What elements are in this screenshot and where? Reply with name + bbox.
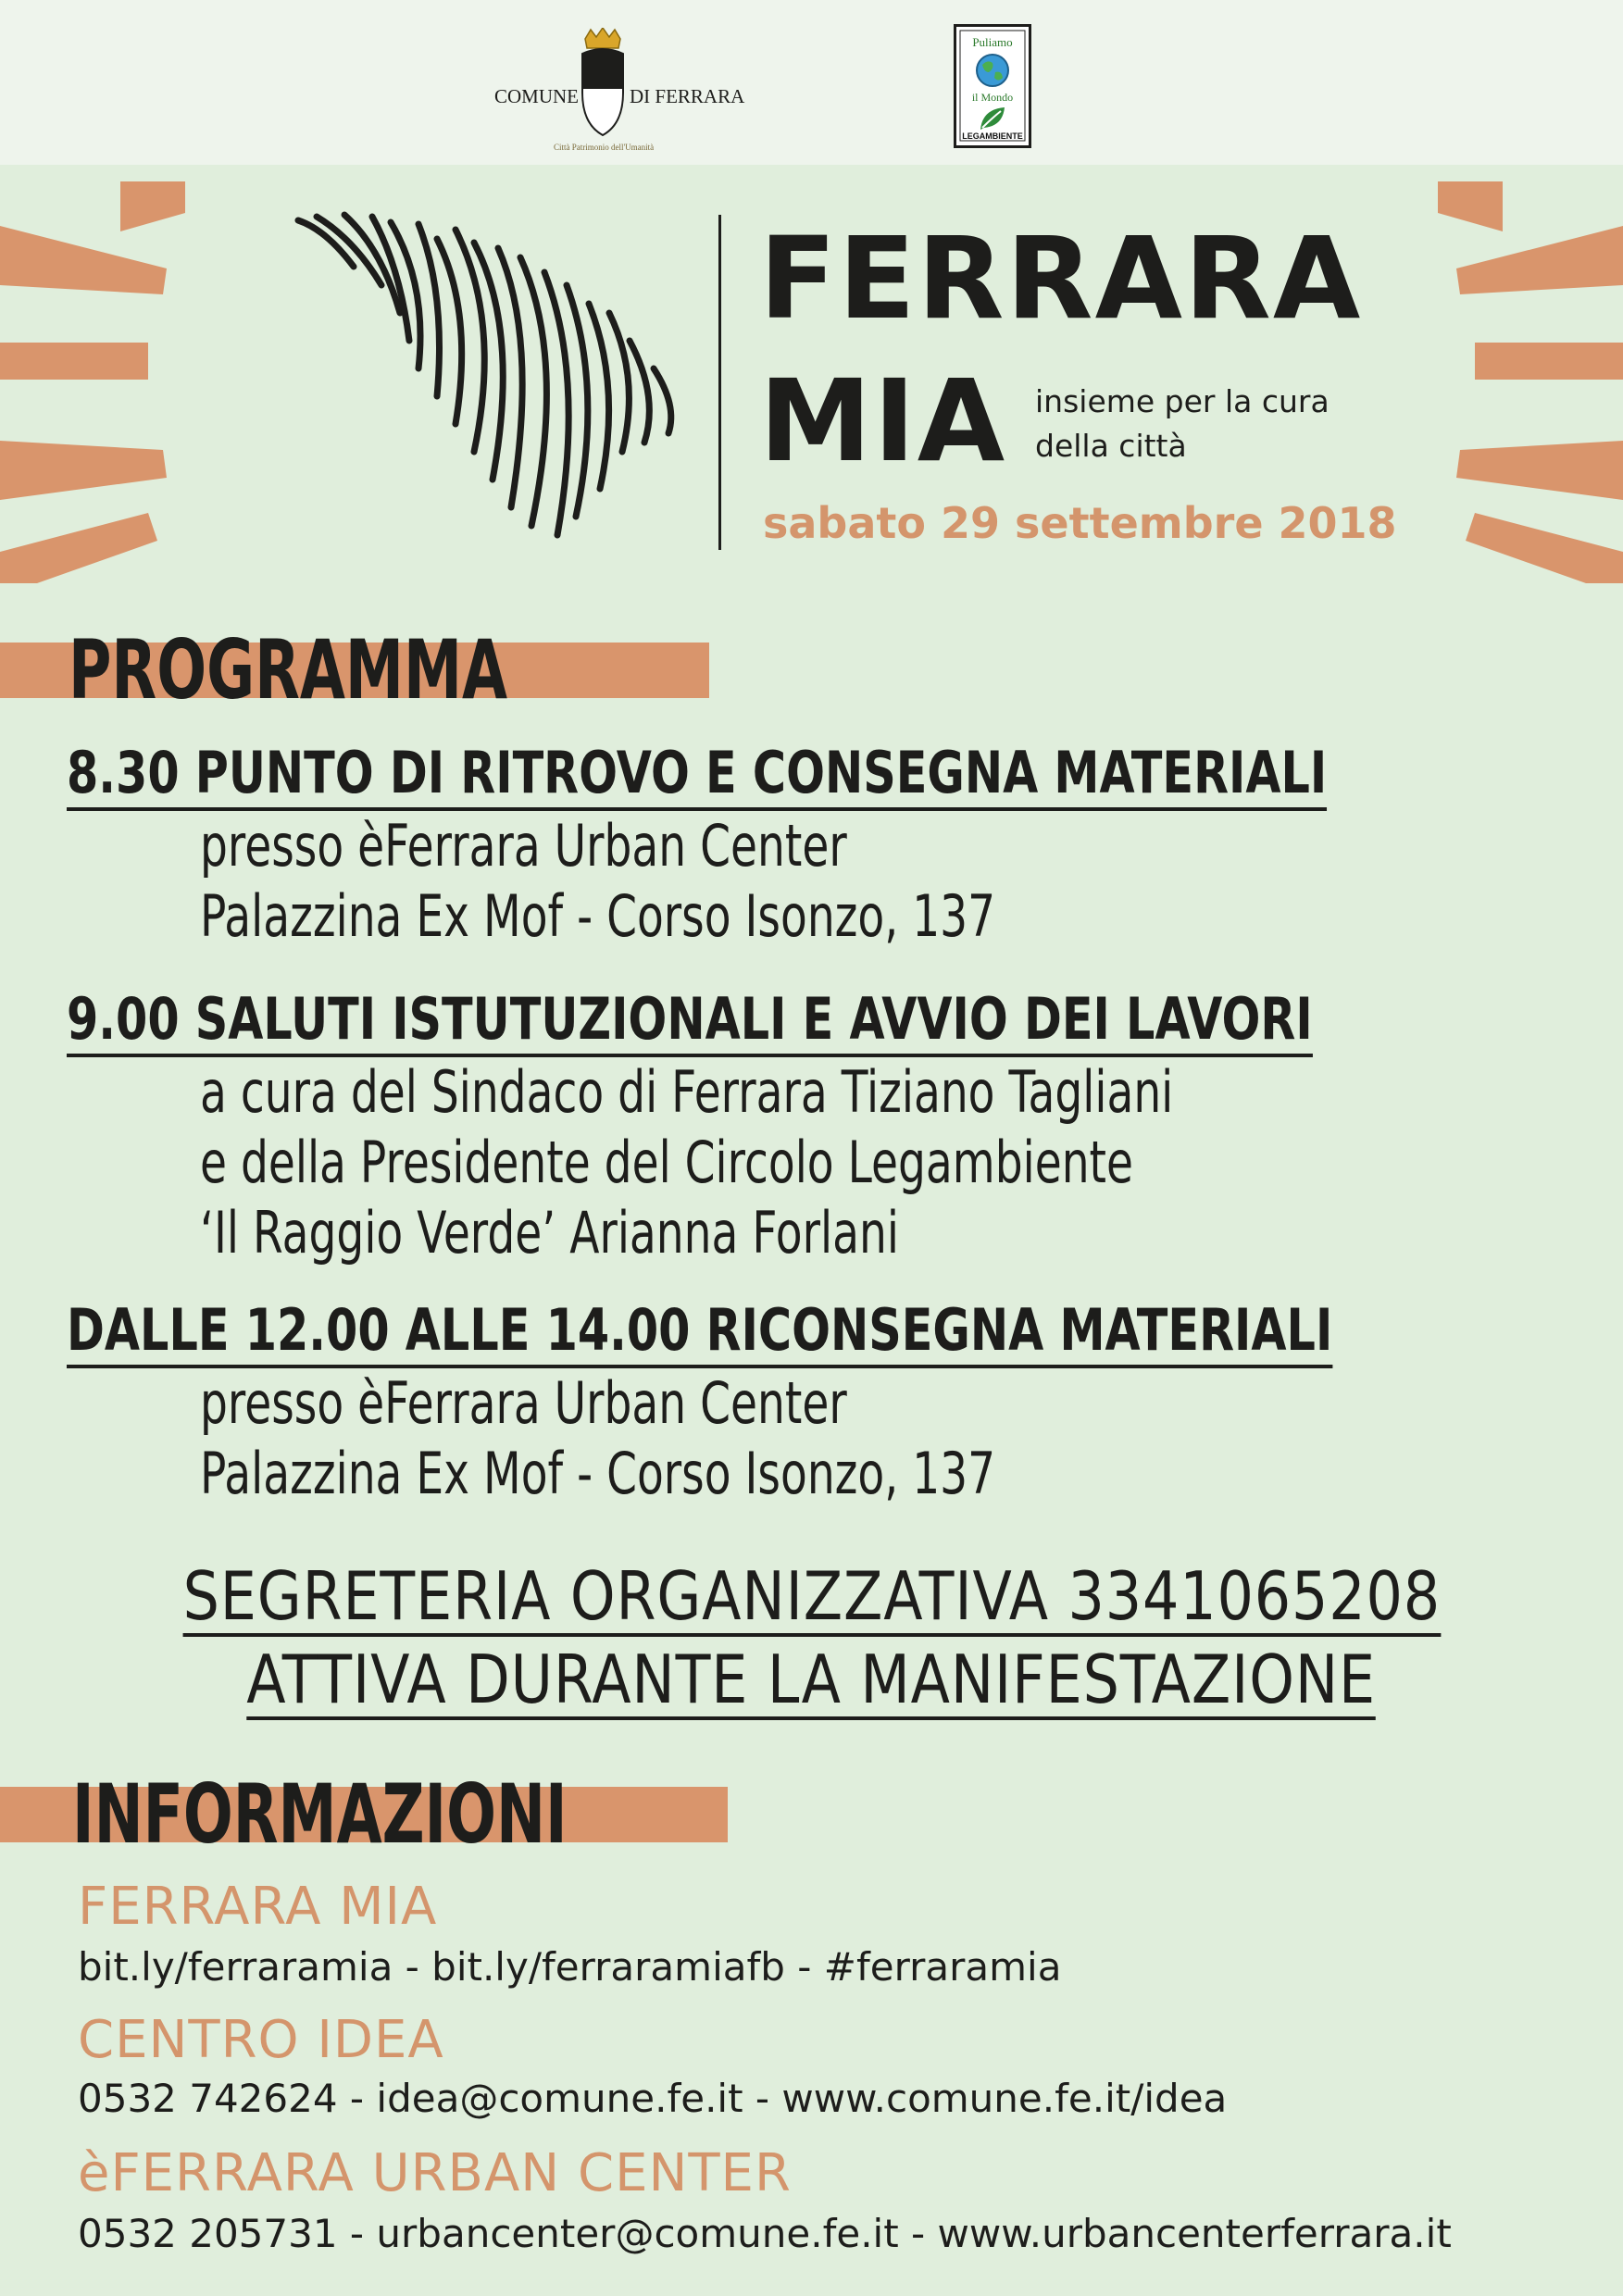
program-item-line: Palazzina Ex Mof - Corso Isonzo, 137 (200, 1440, 996, 1507)
event-title-line1: FERRARA (759, 213, 1363, 344)
info-label: CENTRO IDEA (78, 2010, 444, 2070)
info-detail: bit.ly/ferraramia - bit.ly/ferraramiafb - #ferraramia (78, 1944, 1062, 1990)
program-item-line: presso èFerrara Urban Center (200, 812, 847, 880)
segreteria-line1 (0, 1557, 1623, 1637)
tagline-line2: della città (1035, 428, 1187, 464)
comune-logo-left-text: COMUNE (494, 85, 580, 107)
info-label: èFERRARA URBAN CENTER (78, 2143, 792, 2203)
info-label: FERRARA MIA (78, 1877, 438, 1937)
event-date: sabato 29 settembre 2018 (763, 498, 1397, 548)
puliamo-il-mondo-logo (954, 24, 1031, 148)
program-item-details (200, 811, 995, 952)
info-detail: 0532 205731 - urbancenter@comune.fe.it - www.urbancenterferrara.it (78, 2211, 1452, 2256)
program-item-heading: 8.30 PUNTO DI RITROVO E CONSEGNA MATERIALI (67, 744, 1327, 811)
program-item-line: ‘Il Raggio Verde’ Arianna Forlani (200, 1199, 899, 1267)
globe-icon (974, 52, 1011, 89)
logo-text-puliamo: Puliamo (972, 35, 1013, 49)
left-rays-decoration (0, 176, 185, 583)
segreteria-line2 (0, 1641, 1623, 1720)
logo-text-il-mondo: il Mondo (971, 91, 1014, 104)
ferrara-province-map-icon (289, 211, 687, 554)
segreteria-note-text: ATTIVA DURANTE LA MANIFESTAZIONE (246, 1641, 1377, 1718)
informazioni-title: INFORMAZIONI (72, 1766, 568, 1862)
tagline-line1: insieme per la cura (1035, 383, 1330, 419)
segreteria-phone-text: SEGRETERIA ORGANIZZATIVA 3341065208 (182, 1557, 1441, 1635)
program-item-line: Palazzina Ex Mof - Corso Isonzo, 137 (200, 882, 996, 950)
comune-logo-subtitle: Città Patrimonio dell'Umanità (554, 143, 655, 152)
comune-logo-right-text: DI FERRARA (630, 85, 745, 107)
leaf-icon (979, 106, 1006, 131)
program-item-heading: DALLE 12.00 ALLE 14.00 RICONSEGNA MATERIALI (67, 1302, 1332, 1368)
program-item-details (200, 1057, 1173, 1268)
info-detail: 0532 742624 - idea@comune.fe.it - www.comune.fe.it/idea (78, 2076, 1228, 2121)
program-item-line: a cura del Sindaco di Ferrara Tiziano Tagliani (200, 1058, 1174, 1126)
program-item-line: e della Presidente del Circolo Legambiente (200, 1129, 1134, 1196)
crown-shield-icon (580, 28, 626, 139)
program-item-heading: 9.00 SALUTI ISTUTUZIONALI E AVVIO DEI LAVORI (67, 991, 1313, 1057)
event-title-line2: MIA (759, 356, 1007, 487)
logo-bar (0, 0, 1623, 165)
logo-text-legambiente: LEGAMBIENTE (962, 131, 1023, 141)
event-tagline (1035, 380, 1330, 468)
program-item-line: presso èFerrara Urban Center (200, 1369, 847, 1437)
programma-title: PROGRAMMA (69, 622, 508, 718)
comune-di-ferrara-logo (491, 28, 768, 153)
title-divider (718, 215, 721, 550)
program-item-details (200, 1368, 995, 1509)
right-rays-decoration (1438, 176, 1623, 583)
